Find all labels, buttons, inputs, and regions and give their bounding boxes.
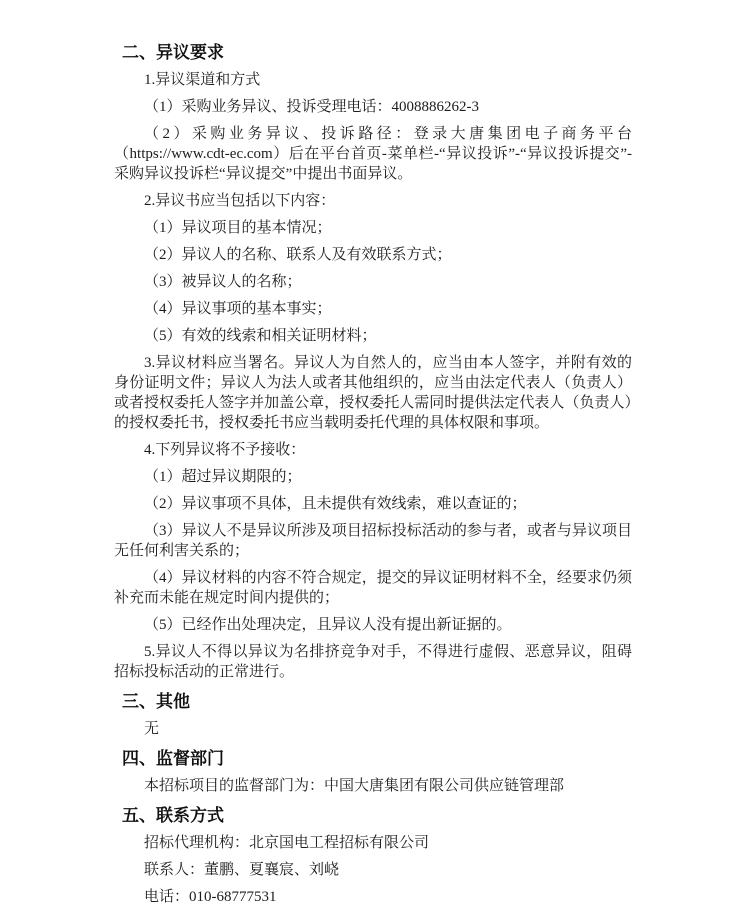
- paragraph: （5）有效的线索和相关证明材料；: [144, 328, 377, 344]
- paragraph: （5）已经作出处理决定，且异议人没有提出新证据的。: [144, 617, 512, 633]
- section-objection-requirements-heading: 二、异议要求: [122, 43, 224, 62]
- paragraph: （3）被异议人的名称；: [144, 274, 302, 290]
- paragraph: 无: [144, 721, 160, 737]
- paragraph: 4.下列异议将不予接收：: [144, 442, 306, 458]
- paragraph: （1）采购业务异议、投诉受理电话：4008886262-3: [144, 99, 479, 115]
- section-supervision-department-heading: 四、监督部门: [122, 749, 224, 768]
- paragraph: （4）异议材料的内容不符合规定，提交的异议证明材料不全，经要求仍须补充而未能在规定时间内提供的；: [114, 570, 632, 606]
- paragraph: 本招标项目的监督部门为：中国大唐集团有限公司供应链管理部: [144, 778, 565, 794]
- paragraph: （2）异议人的名称、联系人及有效联系方式；: [144, 247, 452, 263]
- section-contact-information-heading: 五、联系方式: [122, 806, 224, 825]
- paragraph: 招标代理机构：北京国电工程招标有限公司: [144, 835, 430, 851]
- paragraph: 联系人：董鹏、夏襄宸、刘峣: [144, 862, 340, 878]
- paragraph: （2）采购业务异议、投诉路径：登录大唐集团电子商务平台（https://www.cdt-ec.com）后在平台首页-菜单栏-“异议投诉”-“异议投诉提交”-采购异议投诉栏“异议提交”中提出书面异议。: [114, 126, 632, 182]
- paragraph: 5.异议人不得以异议为名排挤竞争对手，不得进行虚假、恶意异议，阻碍招标投标活动的正常进行。: [114, 644, 632, 680]
- section-other-heading: 三、其他: [122, 692, 190, 711]
- paragraph: （1）超过异议期限的；: [144, 469, 302, 485]
- paragraph: 3.异议材料应当署名。异议人为自然人的，应当由本人签字，并附有效的身份证明文件；异议人为法人或者其他组织的，应当由法定代表人（负责人）或者授权委托人签字并加盖公章，授权委托人需同时提供法定代表人（负责人）的授权委托书，授权委托书应当载明委托代理的具体权限和事项。: [114, 355, 632, 431]
- paragraph: 电话：010-68777531: [144, 889, 277, 905]
- paragraph: （2）异议事项不具体，且未提供有效线索，难以查证的；: [144, 496, 527, 512]
- paragraph: （1）异议项目的基本情况；: [144, 220, 332, 236]
- paragraph: （3）异议人不是异议所涉及项目招标投标活动的参与者，或者与异议项目无任何利害关系的；: [114, 523, 632, 559]
- paragraph: （4）异议事项的基本事实；: [144, 301, 332, 317]
- document-content: [114, 40, 632, 907]
- paragraph: 2.异议书应当包括以下内容：: [144, 193, 336, 209]
- paragraph: 1.异议渠道和方式: [144, 72, 261, 88]
